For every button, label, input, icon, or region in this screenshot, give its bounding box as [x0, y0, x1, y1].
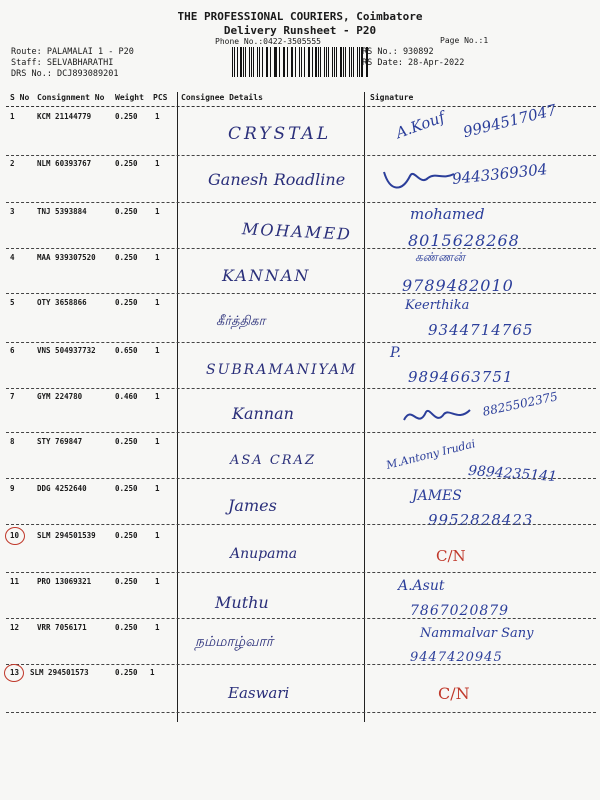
- row-pcs: 1: [155, 392, 160, 401]
- staff: Staff: SELVABHARATHI: [11, 58, 114, 68]
- row-sno: 10: [10, 531, 20, 540]
- row-consignment: VRR 7056171: [37, 623, 87, 632]
- row-consignment: STY 769847: [37, 437, 83, 446]
- row-consignee: James: [228, 496, 277, 515]
- row-weight: 0.250: [115, 298, 138, 307]
- row-separator: [6, 342, 596, 343]
- route: Route: PALAMALAI 1 - P20: [11, 47, 134, 57]
- row-pcs: 1: [155, 159, 160, 168]
- row-pcs: 1: [155, 253, 160, 262]
- row-pcs: 1: [155, 346, 160, 355]
- row-sno: 5: [10, 298, 15, 307]
- barcode-bar: [266, 47, 267, 77]
- row-weight: 0.250: [115, 253, 138, 262]
- row-phone: 9344714765: [428, 321, 534, 339]
- row-weight: 0.250: [115, 531, 138, 540]
- row-sno: 11: [10, 577, 20, 586]
- row-pcs: 1: [150, 668, 155, 677]
- barcode-bar: [312, 47, 313, 77]
- barcode-bar: [301, 47, 302, 77]
- row-sno: 13: [10, 668, 20, 677]
- row-phone: 9894235141: [467, 462, 558, 486]
- document-title: THE PROFESSIONAL COURIERS, Coimbatore: [177, 10, 423, 23]
- row-weight: 0.250: [115, 668, 138, 677]
- row-consignment: TNJ 5393884: [37, 207, 87, 216]
- row-pcs: 1: [155, 112, 160, 121]
- barcode-bar: [259, 47, 261, 77]
- meta-left: [11, 47, 134, 80]
- row-pcs: 1: [155, 484, 160, 493]
- barcode-bar: [262, 47, 263, 77]
- row-consignee: SUBRAMANIYAM: [206, 362, 358, 378]
- barcode-bar: [353, 47, 354, 77]
- barcode-bar: [237, 47, 238, 77]
- row-consignment: NLM 60393767: [37, 159, 92, 168]
- row-pcs: 1: [155, 623, 160, 632]
- barcode-bar: [359, 47, 360, 77]
- drs-number: DRS No.: DCJ893089201: [11, 69, 119, 79]
- barcode-bar: [283, 47, 284, 77]
- barcode-bar: [332, 47, 333, 77]
- row-phone: 7867020879: [410, 603, 510, 619]
- row-pcs: 1: [155, 531, 160, 540]
- row-consignee: MOHAMED: [241, 219, 353, 244]
- row-signature: P.: [390, 345, 402, 361]
- row-sno: 9: [10, 484, 15, 493]
- col-consignment: Consignment No: [37, 93, 105, 102]
- barcode-bar: [304, 47, 305, 77]
- barcode-bar: [270, 47, 271, 77]
- barcode-bar: [320, 47, 321, 77]
- barcode-bar: [349, 47, 350, 77]
- row-weight: 0.250: [115, 623, 138, 632]
- row-consignment: VNS 504937732: [37, 346, 96, 355]
- barcode-bar: [336, 47, 337, 77]
- row-consignee: CRYSTAL: [228, 124, 332, 144]
- row-sno: 7: [10, 392, 15, 401]
- row-sno: 6: [10, 346, 15, 355]
- row-phone: 9894663751: [408, 368, 514, 386]
- row-signature: M.Antony Irudai: [384, 437, 477, 472]
- row-separator: [6, 202, 596, 203]
- row-separator: [6, 155, 596, 156]
- row-phone: 9447420945: [410, 650, 503, 665]
- row-weight: 0.250: [115, 112, 138, 121]
- barcode-bar: [343, 47, 344, 77]
- row-weight: 0.250: [115, 159, 138, 168]
- row-signature: C/N: [436, 547, 466, 565]
- row-separator: [6, 432, 596, 433]
- barcode-bar: [326, 47, 327, 77]
- column-divider: [364, 92, 365, 722]
- barcode-bar: [257, 47, 258, 77]
- row-pcs: 1: [155, 207, 160, 216]
- row-consignee: KANNAN: [222, 266, 311, 285]
- barcode-bar: [234, 47, 235, 77]
- row-pcs: 1: [155, 298, 160, 307]
- row-signature: A.Kouf: [393, 107, 448, 143]
- row-consignee: Ganesh Roadline: [208, 170, 346, 189]
- rs-date: RS Date: 28-Apr-2022: [362, 58, 465, 68]
- row-phone: 9789482010: [402, 276, 514, 295]
- barcode-bar: [318, 47, 319, 77]
- document-subtitle: Delivery Runsheet - P20: [223, 24, 377, 37]
- col-weight: Weight: [115, 93, 144, 102]
- barcode-bar: [243, 47, 244, 77]
- barcode-bar: [345, 47, 346, 77]
- row-separator: [6, 478, 596, 479]
- barcode-bar: [292, 47, 293, 77]
- barcode-bar: [291, 47, 292, 77]
- barcode-bar: [315, 47, 317, 77]
- col-consignee: Consignee Details: [181, 93, 263, 102]
- barcode-bar: [309, 47, 310, 77]
- row-sno: 12: [10, 623, 20, 632]
- barcode-bar: [328, 47, 329, 77]
- col-pcs: PCS: [153, 93, 168, 102]
- col-signature: Signature: [370, 93, 414, 102]
- barcode-bar: [357, 47, 358, 77]
- row-weight: 0.250: [115, 577, 138, 586]
- row-consignee: நம்மாழ்வார்: [195, 634, 274, 650]
- row-pcs: 1: [155, 437, 160, 446]
- row-consignee: Kannan: [232, 404, 294, 423]
- row-sno: 4: [10, 253, 15, 262]
- row-separator: [6, 524, 596, 525]
- barcode-bar: [274, 47, 275, 77]
- row-sno: 1: [10, 112, 15, 121]
- row-separator: [6, 248, 596, 249]
- row-separator: [6, 712, 596, 713]
- barcode-bar: [299, 47, 300, 77]
- row-consignee: Easwari: [228, 684, 290, 702]
- header-divider: [6, 106, 596, 107]
- row-consignment: SLM 294501573: [30, 668, 89, 677]
- signature-scribble: [400, 400, 475, 432]
- barcode-bar: [284, 47, 285, 77]
- row-weight: 0.650: [115, 346, 138, 355]
- barcode-bar: [324, 47, 325, 77]
- barcode-bar: [340, 47, 342, 77]
- row-signature: C/N: [438, 684, 470, 703]
- row-consignment: OTY 3658866: [37, 298, 87, 307]
- row-weight: 0.250: [115, 207, 138, 216]
- barcode-bar: [287, 47, 288, 77]
- barcode-bar: [245, 47, 246, 77]
- row-consignment: MAA 939307520: [37, 253, 96, 262]
- row-consignment: GYM 224780: [37, 392, 83, 401]
- row-separator: [6, 664, 596, 665]
- row-signature: A.Asut: [398, 578, 445, 594]
- barcode-bar: [240, 47, 242, 77]
- barcode: [232, 47, 370, 77]
- column-divider: [177, 92, 178, 722]
- barcode-bar: [295, 47, 297, 77]
- col-sno: S No: [10, 93, 30, 102]
- row-consignee: கீர்த்திகா: [216, 314, 266, 329]
- rs-number: RS No.: 930892: [362, 47, 434, 57]
- row-consignee: Anupama: [230, 546, 298, 562]
- row-separator: [6, 572, 596, 573]
- barcode-bar: [267, 47, 268, 77]
- row-weight: 0.250: [115, 437, 138, 446]
- row-signature: Keerthika: [405, 298, 470, 313]
- barcode-bar: [279, 47, 280, 77]
- row-phone: 9994517047: [461, 100, 559, 142]
- row-signature: mohamed: [410, 205, 485, 223]
- row-signature: Nammalvar Sany: [420, 626, 534, 641]
- row-weight: 0.250: [115, 484, 138, 493]
- barcode-bar: [308, 47, 309, 77]
- row-phone: 8825502375: [481, 389, 559, 419]
- row-consignee: ASA CRAZ: [230, 453, 316, 468]
- row-phone: 8015628268: [408, 231, 520, 250]
- row-signature: JAMES: [412, 488, 462, 504]
- row-separator: [6, 293, 596, 294]
- row-sno: 8: [10, 437, 15, 446]
- signature-scribble: [380, 158, 460, 196]
- barcode-bar: [251, 47, 252, 77]
- row-phone: 9952828423: [428, 511, 534, 529]
- page-number: Page No.:1: [440, 36, 489, 45]
- barcode-bar: [249, 47, 250, 77]
- barcode-bar: [253, 47, 254, 77]
- row-consignee: Muthu: [215, 593, 269, 612]
- barcode-bar: [334, 47, 335, 77]
- row-consignment: SLM 294501539: [37, 531, 96, 540]
- barcode-bar: [351, 47, 352, 77]
- barcode-bar: [232, 47, 233, 77]
- row-consignment: KCM 21144779: [37, 112, 92, 121]
- row-consignment: DDG 4252640: [37, 484, 87, 493]
- row-separator: [6, 618, 596, 619]
- barcode-bar: [275, 47, 277, 77]
- row-signature: கண்ணன்: [415, 250, 465, 264]
- row-weight: 0.460: [115, 392, 138, 401]
- row-pcs: 1: [155, 577, 160, 586]
- row-phone: 9443369304: [451, 160, 549, 188]
- row-sno: 2: [10, 159, 15, 168]
- row-consignment: PRO 13069321: [37, 577, 92, 586]
- row-separator: [6, 388, 596, 389]
- phone-number: Phone No.:0422-3505555: [215, 37, 321, 46]
- row-sno: 3: [10, 207, 15, 216]
